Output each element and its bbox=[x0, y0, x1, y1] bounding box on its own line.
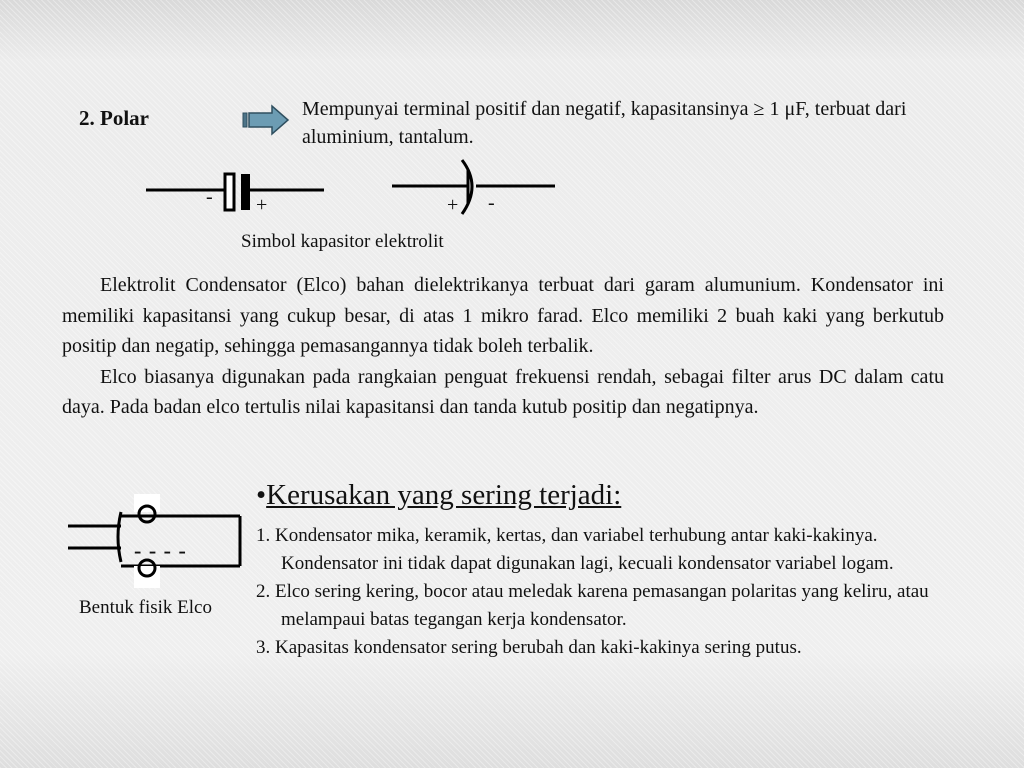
list-item: 1. Kondensator mika, keramik, kertas, dan variabel terhubung antar kaki-kakinya. Kondensator ini tidak dapat digunakan lagi, kecuali kondensator variabel logam. bbox=[256, 525, 894, 574]
symbol-caption: Simbol kapasitor elektrolit bbox=[241, 231, 444, 252]
damage-title bbox=[256, 479, 621, 512]
polar-description: Mempunyai terminal positif dan negatif, kapasitansinya ≥ 1 μF, terbuat dari aluminium, tantalum. bbox=[302, 98, 907, 148]
list-item: 2. Elco sering kering, bocor atau meledak karena pemasangan polaritas yang keliru, atau melampaui batas tegangan kerja kondensator. bbox=[256, 581, 929, 630]
list-item: 3. Kapasitas kondensator sering berubah dan kaki-kakinya sering putus. bbox=[256, 637, 802, 658]
electrolytic-capacitor-symbol-1 bbox=[144, 166, 329, 220]
damage-title-text: Kerusakan yang sering terjadi: bbox=[266, 479, 622, 511]
damage-list bbox=[256, 522, 966, 662]
elco-description bbox=[62, 270, 944, 423]
symbol1-minus-label: - bbox=[206, 186, 213, 208]
physical-caption: Bentuk fisik Elco bbox=[79, 597, 212, 618]
symbol1-plus-label: + bbox=[256, 194, 268, 216]
paragraph: Elektrolit Condensator (Elco) bahan dielektrikanya terbuat dari garam alumunium. Kondensator ini memiliki kapasitansi yang cukup besar, di atas 1 mikro farad. Elco memiliki 2 buah kaki yang berkutub positip dan negatip, sehingga pemasangannya tidak boleh terbalik. bbox=[62, 274, 944, 357]
bullet: • bbox=[256, 479, 267, 511]
symbol2-minus-label: - bbox=[488, 192, 495, 214]
right-arrow-icon bbox=[242, 104, 290, 136]
paragraph: Elco biasanya digunakan pada rangkaian penguat frekuensi rendah, sebagai filter arus DC dalam catu daya. Pada badan elco tertulis nilai kapasitansi dan tanda kutub positip dan negatipnya. bbox=[62, 365, 944, 418]
elco-physical-drawing bbox=[66, 490, 248, 594]
section-heading: 2. Polar bbox=[79, 106, 149, 130]
polarity-marking: - - - - bbox=[134, 538, 187, 563]
symbol2-plus-label: + bbox=[447, 194, 459, 216]
electrolytic-capacitor-symbol-2 bbox=[390, 156, 558, 218]
